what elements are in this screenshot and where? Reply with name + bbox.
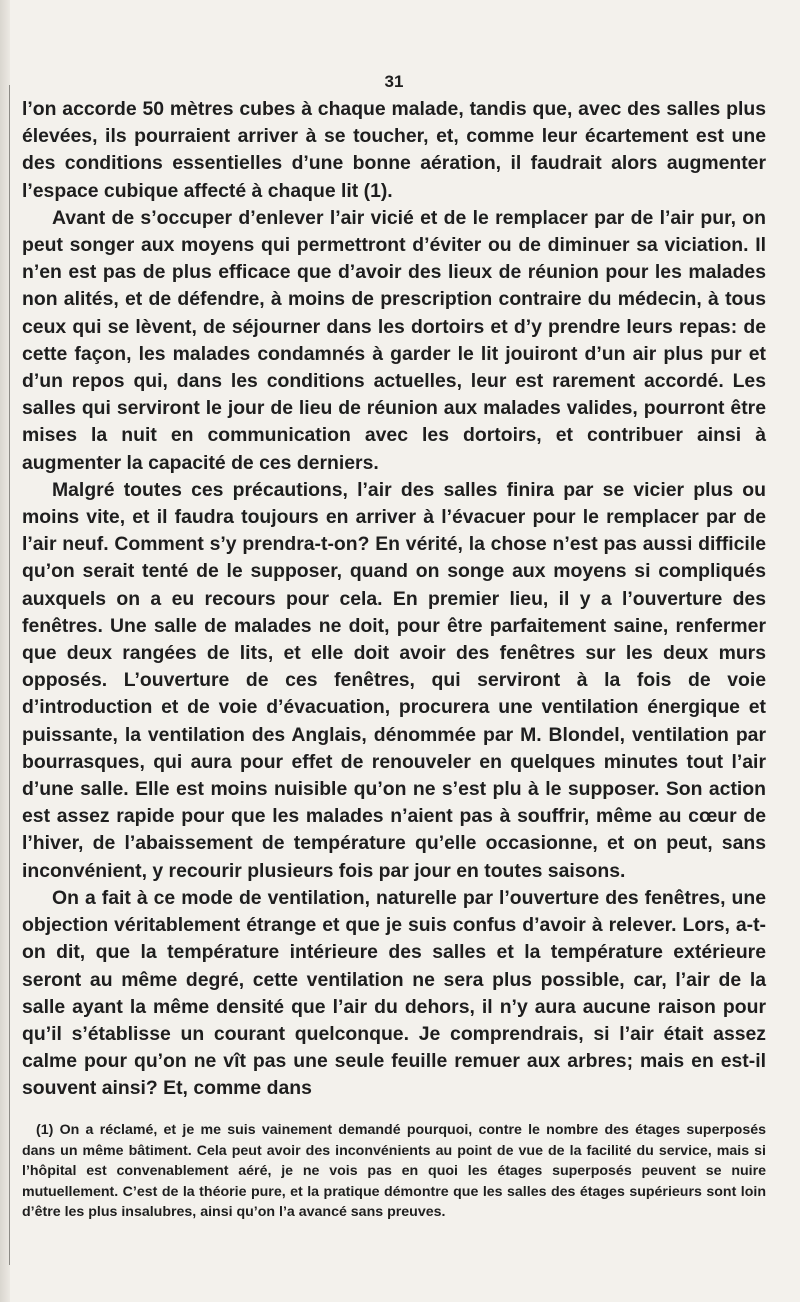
paragraph-objection: On a fait à ce mode de ventilation, naturelle par l’ouverture des fenêtres, une objection véritablement étrange et que je suis confus d’avoir à relever. Lors, a-t-on dit, que la température intérieure des salles et la température extérieure seront au même degré, cette ventilation ne sera plus possible, car, l’air de la salle ayant la même densité que l’air du dehors, il n’y aura aucune raison pour qu’il s’établisse un courant quelconque. Je comprendrais, si l’air était assez calme pour qu’on ne vît pas une seule feuille remuer aux arbres; mais en est-il souvent ainsi? Et, comme dans <box>22 886 766 1100</box>
footnote <box>22 1120 766 1223</box>
page-number: 31 <box>384 72 404 91</box>
footnote-marker: (1) <box>36 1122 54 1138</box>
paragraph-window-ventilation: Malgré toutes ces précautions, l’air des salles finira par se vicier plus ou moins vite, et il faudra toujours en arriver à l’évacuer pour le remplacer par de l’air neuf. Comment s’y prendra-t-on? En vérité, la chose n’est pas aussi difficile qu’on serait tenté de le supposer, quand on songe aux moyens si compliqués auxquels on a eu recours pour cela. En premier lieu, il y a l’ouverture des fenêtres. Une salle de malades ne doit, pour être parfaitement saine, renfermer que deux rangées de lits, et elle doit avoir des fenêtres sur les deux murs opposés. L’ouverture de ces fenêtres, qui serviront à la fois de voie d’introduction et de voie d’évacuation, procurera une ventilation énergique et puissante, la ventilation des Anglais, dénommée par M. Blondel, ventilation par bourrasques, qui aura pour effet de renouveler en quelques minutes tout l’air d’une salle. Elle est moins nuisible qu’on ne s’est plu à le supposer. Son action est assez rapide pour que les malades n’aient pas à souffrir, même au cœur de l’hiver, de l’abaissement de température qu’elle occasionne, et on peut, sans inconvénient, y recourir plusieurs fois par jour en toutes saisons. <box>22 478 766 882</box>
paragraph-viciation: Avant de s’occuper d’enlever l’air vicié et de le remplacer par de l’air pur, on peut songer aux moyens qui permettront d’éviter ou de diminuer sa viciation. Il n’en est pas de plus efficace que d’avoir des lieux de réunion pour les malades non alités, et de défendre, à moins de prescription contraire du médecin, à tous ceux qui se lèvent, de séjourner dans les dortoirs et d’y prendre leurs repas: de cette façon, les malades condamnés à garder le lit jouiront d’un air plus pur et d’un repos qui, dans les conditions actuelles, leur est rarement accordé. Les salles qui serviront le jour de lieu de réunion aux malades valides, pourront être mises la nuit en communication avec les dortoirs, et contribuer ainsi à augmenter la capacité de ces derniers. <box>22 206 766 474</box>
binding-edge-line <box>9 85 10 1265</box>
footnote-text: On a réclamé, et je me suis vainement demandé pourquoi, contre le nombre des étages superposés dans un même bâtiment. Cela peut avoir des inconvénients au point de vue de la facilité du service, mais si l’hôpital est convenablement aéré, je ne vois pas en quoi les étages superposés peuvent se nuire mutuellement. C’est de la théorie pure, et la pratique démontre que les salles des étages supérieurs sont loin d’être les plus insalubres, ainsi qu’on l’a avancé sans preuves. <box>22 1122 766 1221</box>
body-text <box>22 96 766 1103</box>
paragraph-continuation: l’on accorde 50 mètres cubes à chaque malade, tandis que, avec des salles plus élevées, ils pourraient arriver à se toucher, et, comme leur écartement est une des conditions essentielles d’une bonne aération, il faudrait alors augmenter l’espace cubique affecté à chaque lit (1). <box>22 98 766 202</box>
